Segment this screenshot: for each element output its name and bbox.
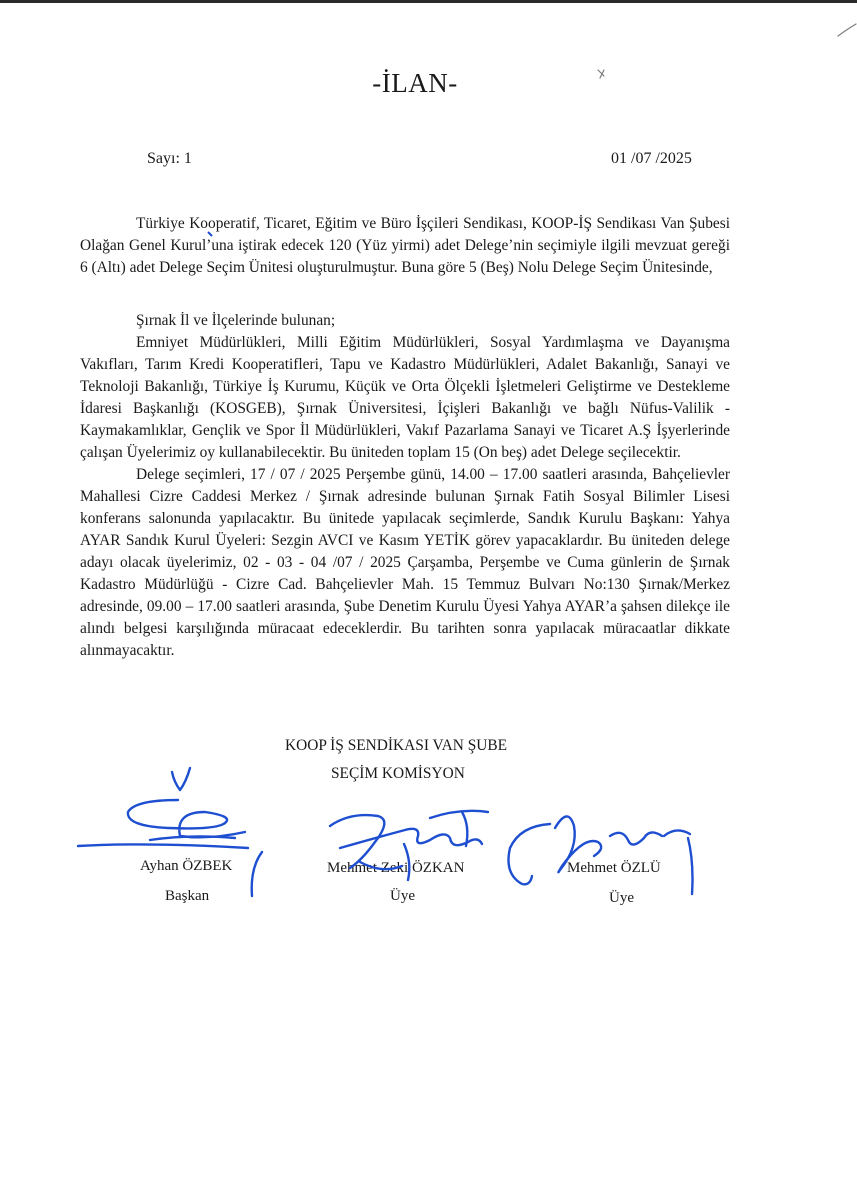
signer-role-2: Üye xyxy=(390,888,415,904)
signer-name-2: Mehmet Zeki ÖZKAN xyxy=(327,860,465,876)
signer-name-1: Ayhan ÖZBEK xyxy=(140,858,233,874)
signature-mark-1 xyxy=(78,768,262,896)
reference-number: Sayı: 1 xyxy=(147,150,192,167)
intro-paragraph-block xyxy=(80,213,730,279)
main-paragraph-block xyxy=(80,310,730,662)
paragraph-election-details: Delege seçimleri, 17 / 07 / 2025 Perşembe günü, 14.00 – 17.00 saatleri arasında, Bahçelievler Mahallesi Cizre Caddesi Merkez / Şırnak adresinde bulunan Şırnak Fatih Sosyal Bilimler Lisesi konferans salonunda yapılacaktır. Bu ünitede yapılacak seçimlerde, Sandık Kurulu Başkanı: Yahya AYAR Sandık Kurul Üyeleri: Sezgin AVCI ve Kasım YETİK görev yapacaklardır. Bu üniteden delege adayı olacak üyelerimiz, 02 - 03 - 04 /07 / 2025 Çarşamba, Perşembe ve Cuma günlerin de Şırnak Kadastro Müdürlüğü - Cizre Cad. Bahçelievler Mah. 15 Temmuz Bulvarı No:130 Şırnak/Merkez adresinde, 09.00 – 17.00 saatleri arasında, Şube Denetim Kurulu Üyesi Yahya AYAR’a şahsen dilekçe ile alındı belgesi karşılığında müracaat edeceklerdir. Bu tarihten sonra yapılacak müracaatlar dikkate alınmayacaktır. xyxy=(80,466,730,659)
paragraph-location: Şırnak İl ve İlçelerinde bulunan; xyxy=(136,312,336,329)
signer-role-1: Başkan xyxy=(165,888,210,904)
margin-mark-top-right xyxy=(838,24,856,36)
document-date: 01 /07 /2025 xyxy=(611,150,692,167)
signer-name-3: Mehmet ÖZLÜ xyxy=(567,860,661,876)
paragraph-institutions: Emniyet Müdürlükleri, Milli Eğitim Müdürlükleri, Sosyal Yardımlaşma ve Dayanışma Vakıfları, Tarım Kredi Kooperatifleri, Tapu ve Kadastro Müdürlükleri, Adalet Bakanlığı, Sanayi ve Teknoloji Bakanlığı, Türkiye İş Kurumu, Küçük ve Orta Ölçekli İşletmeleri Geliştirme ve Destekleme İdaresi Başkanlığı (KOSGEB), Şırnak Üniversitesi, İçişleri Bakanlığı ve bağlı Nüfus-Valilik - Kaymakamlıklar, Gençlik ve Spor İl Müdürlükleri, Vakıf Pazarlama Sanayi ve Ticaret A.Ş İşyerlerinde çalışan Üyelerimiz oy kullanabilecektir. Bu üniteden toplam 15 (On beş) adet Delege seçilecektir. xyxy=(80,334,730,461)
paragraph-intro: Türkiye Kooperatif, Ticaret, Eğitim ve Büro İşçileri Sendikası, KOOP-İŞ Sendikası Van Şubesi Olağan Genel Kurul’una iştirak edecek 120 (Yüz yirmi) adet Delege’nin seçimiyle ilgili mevzuat gereği 6 (Altı) adet Delege Seçim Ünitesi oluşturulmuştur. Buna göre 5 (Beş) Nolu Delege Seçim Ünitesinde, xyxy=(80,215,730,276)
signer-role-3: Üye xyxy=(609,890,634,906)
signature-mark-3 xyxy=(509,816,693,894)
signature-org-line: KOOP İŞ SENDİKASI VAN ŞUBE xyxy=(285,737,508,754)
document-title: -İLAN- xyxy=(372,68,458,98)
signature-committee-line: SEÇİM KOMİSYON xyxy=(331,765,465,782)
